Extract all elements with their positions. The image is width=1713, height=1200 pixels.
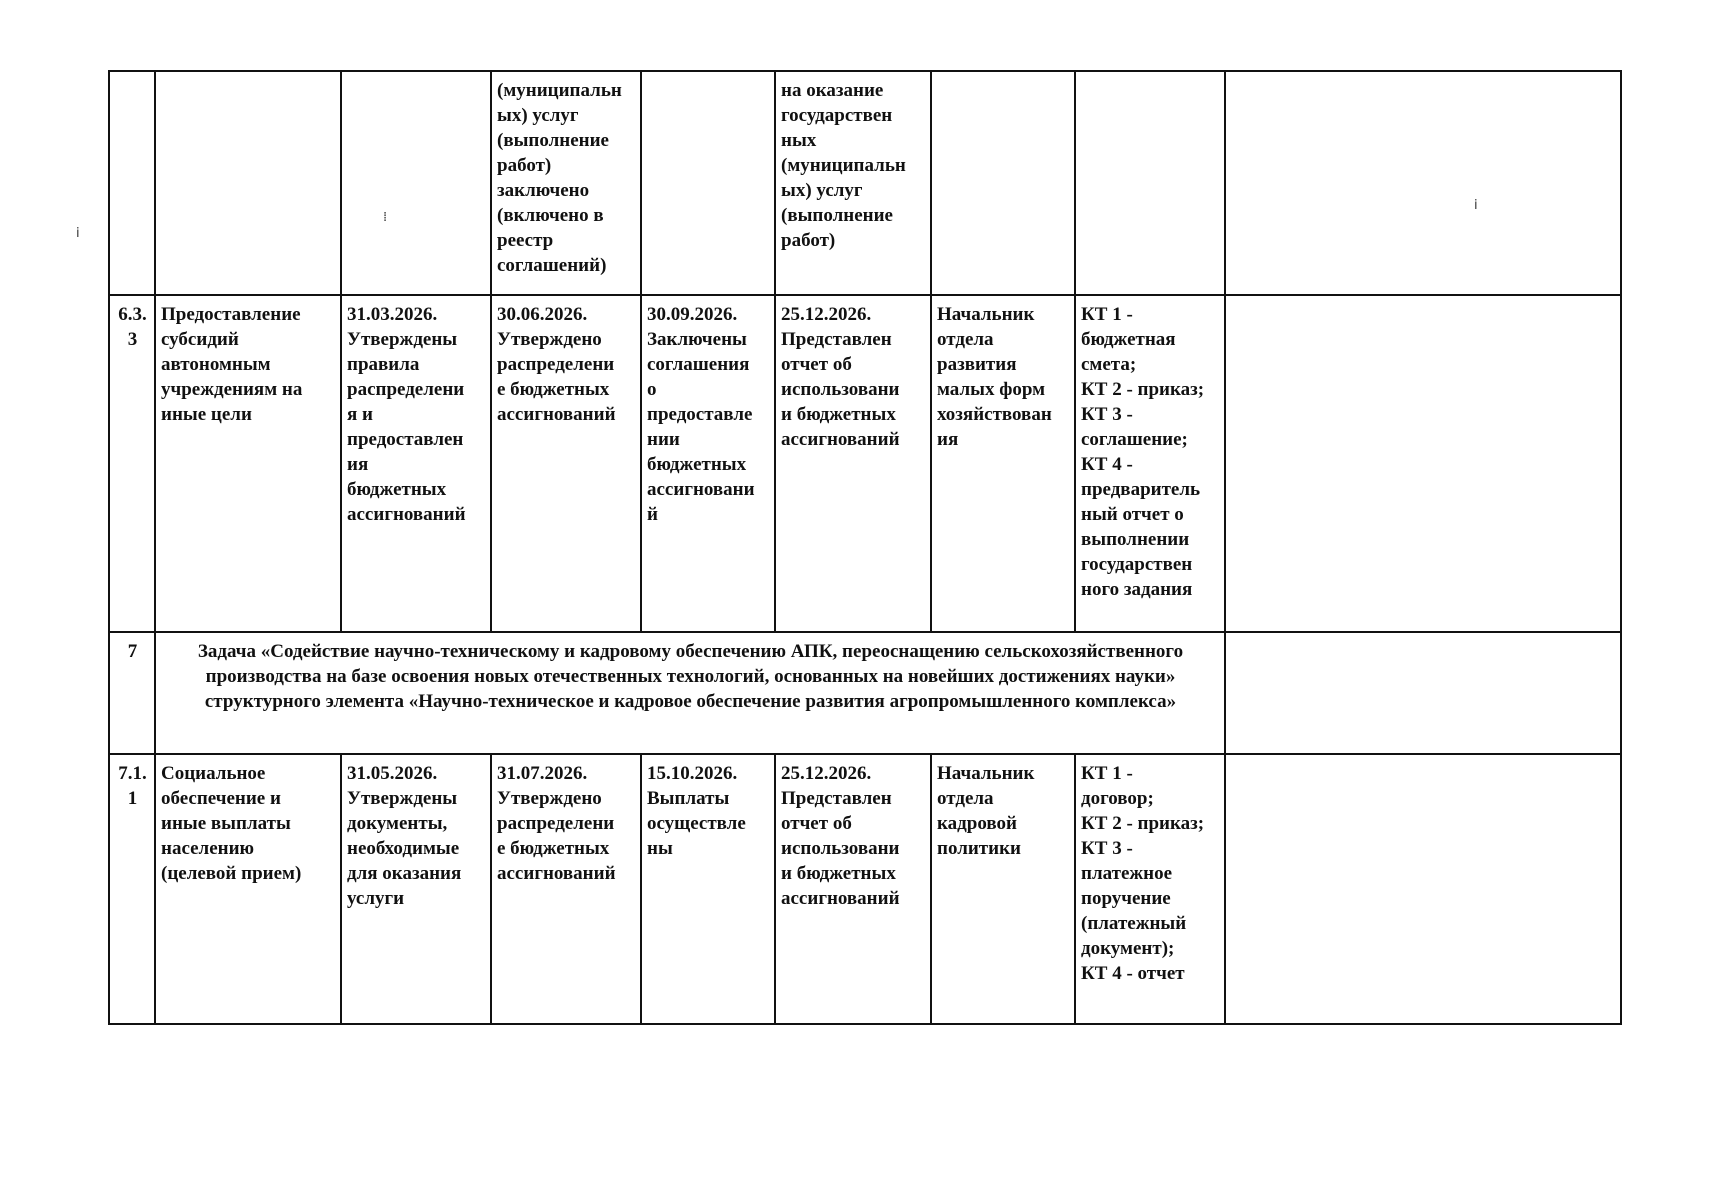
table-row: [109, 295, 1621, 632]
cell-checkpoint-4: на оказание государствен ных (муниципальн ых) услуг (выполнение работ): [775, 71, 931, 295]
cell-checkpoint-1: 31.03.2026. Утверждены правила распределени я и предоставлен ия бюджетных ассигнований: [341, 295, 491, 632]
cell-checkpoint-3: 30.09.2026. Заключены соглашения о предоставле нии бюджетных ассигновани й: [641, 295, 775, 632]
cell-notes: [1225, 71, 1621, 295]
cell-checkpoint-1: [341, 71, 491, 295]
scan-speck: ⅰ: [76, 226, 80, 241]
cell-checkpoint-3: 15.10.2026. Выплаты осуществле ны: [641, 754, 775, 1024]
cell-number: [109, 71, 155, 295]
cell-checkpoint-1: 31.05.2026. Утверждены документы, необходимые для оказания услуги: [341, 754, 491, 1024]
cell-event-name: [155, 71, 341, 295]
cell-documents: КТ 1 - договор; КТ 2 - приказ; КТ 3 - платежное поручение (платежный документ); КТ 4 - отчет: [1075, 754, 1225, 1024]
cell-checkpoint-3: [641, 71, 775, 295]
cell-documents: [1075, 71, 1225, 295]
table-row: [109, 71, 1621, 295]
cell-event-name: Предоставление субсидий автономным учреждениям на иные цели: [155, 295, 341, 632]
scan-speck: ⅰ: [1474, 198, 1478, 213]
plan-table: [108, 70, 1622, 1025]
cell-checkpoint-2: 31.07.2026. Утверждено распределени е бюджетных ассигнований: [491, 754, 641, 1024]
table-row: [109, 632, 1621, 754]
cell-checkpoint-4: 25.12.2026. Представлен отчет об использовани и бюджетных ассигнований: [775, 754, 931, 1024]
cell-event-name: Социальное обеспечение и иные выплаты населению (целевой прием): [155, 754, 341, 1024]
cell-notes: [1225, 295, 1621, 632]
scan-speck: ⁞: [383, 210, 388, 225]
cell-number: 7.1. 1: [109, 754, 155, 1024]
cell-checkpoint-2: (муниципальн ых) услуг (выполнение работ) заключено (включено в реестр соглашений): [491, 71, 641, 295]
table-row: [109, 754, 1621, 1024]
cell-notes: [1225, 754, 1621, 1024]
cell-notes: [1225, 632, 1621, 754]
cell-responsible: Начальник отдела развития малых форм хозяйствован ия: [931, 295, 1075, 632]
cell-checkpoint-2: 30.06.2026. Утверждено распределени е бюджетных ассигнований: [491, 295, 641, 632]
cell-number: 7: [109, 632, 155, 754]
cell-responsible: [931, 71, 1075, 295]
cell-checkpoint-4: 25.12.2026. Представлен отчет об использовани и бюджетных ассигнований: [775, 295, 931, 632]
cell-responsible: Начальник отдела кадровой политики: [931, 754, 1075, 1024]
cell-number: 6.3. 3: [109, 295, 155, 632]
task-heading: Задача «Содействие научно-техническому и кадровому обеспечению АПК, переоснащению сельскохозяйственного производства на базе освоения новых отечественных технологий, основанных на новейших достижениях науки» структурного элемента «Научно-техническое и кадровое обеспечение развития агропромышленного комплекса»: [155, 632, 1225, 754]
cell-documents: КТ 1 - бюджетная смета; КТ 2 - приказ; КТ 3 - соглашение; КТ 4 - предваритель ный отчет о выполнении государствен ного задания: [1075, 295, 1225, 632]
